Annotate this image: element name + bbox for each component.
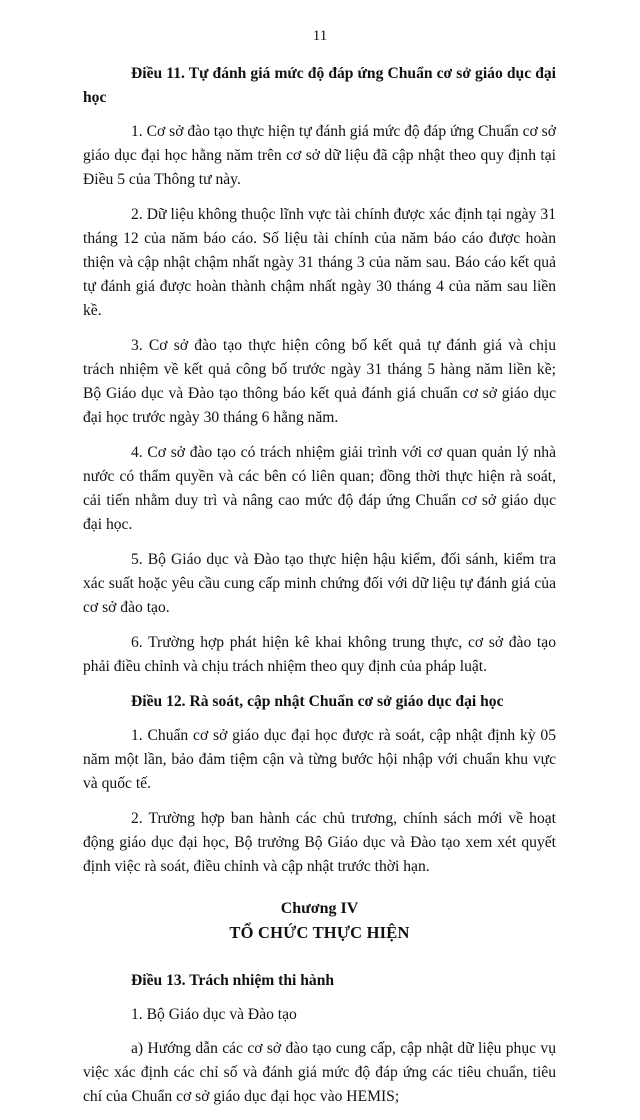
article-11-clause-5: 5. Bộ Giáo dục và Đào tạo thực hiện hậu kiểm, đối sánh, kiểm tra xác suất hoặc yêu cầu cung cấp minh chứng đối với dữ liệu tự đánh giá của cơ sở đào tạo. — [83, 551, 556, 616]
page-number: 11 — [312, 28, 328, 44]
chapter-title: TỔ CHỨC THỰC HIỆN — [229, 923, 410, 942]
article-12-clause-2: 2. Trường hợp ban hành các chủ trương, chính sách mới về hoạt động giáo dục đại học, Bộ trưởng Bộ Giáo dục và Đào tạo xem xét quyết định việc rà soát, điều chỉnh và cập nhật trước thời hạn. — [83, 810, 556, 875]
chapter-heading — [83, 897, 556, 945]
article-13-clause-1: 1. Bộ Giáo dục và Đào tạo — [131, 1006, 297, 1023]
article-11-heading: Điều 11. Tự đánh giá mức độ đáp ứng Chuẩn cơ sở giáo dục đại học — [83, 65, 556, 106]
article-12-heading: Điều 12. Rà soát, cập nhật Chuẩn cơ sở giáo dục đại học — [131, 693, 504, 710]
article-11-clause-1: 1. Cơ sở đào tạo thực hiện tự đánh giá mức độ đáp ứng Chuẩn cơ sở giáo dục đại học hằng năm trên cơ sở dữ liệu đã cập nhật theo quy định tại Điều 5 của Thông tư này. — [83, 123, 556, 188]
article-12-clause-1: 1. Chuẩn cơ sở giáo dục đại học được rà soát, cập nhật định kỳ 05 năm một lần, bảo đảm tiệm cận và từng bước hội nhập với chuẩn khu vực và quốc tế. — [83, 727, 556, 792]
document-body — [83, 62, 556, 1120]
article-11-clause-4: 4. Cơ sở đào tạo có trách nhiệm giải trình với cơ quan quản lý nhà nước có thẩm quyền và các bên có liên quan; đồng thời thực hiện rà soát, cải tiến nhằm duy trì và nâng cao mức độ đáp ứng Chuẩn cơ sở giáo dục đại học. — [83, 444, 556, 533]
article-11-clause-6: 6. Trường hợp phát hiện kê khai không trung thực, cơ sở đào tạo phải điều chỉnh và chịu trách nhiệm theo quy định của pháp luật. — [83, 634, 556, 675]
article-13-point-a: a) Hướng dẫn các cơ sở đào tạo cung cấp, cập nhật dữ liệu phục vụ việc xác định các chỉ số và đánh giá mức độ đáp ứng các tiêu chuẩn, tiêu chí của Chuẩn cơ sở giáo dục đại học vào HEMIS; — [83, 1040, 556, 1105]
article-11-clause-2: 2. Dữ liệu không thuộc lĩnh vực tài chính được xác định tại ngày 31 tháng 12 của năm báo cáo. Số liệu tài chính của năm báo cáo được hoàn thiện và cập nhật chậm nhất ngày 31 tháng 3 của năm sau. Báo cáo kết quả tự đánh giá được hoàn thành chậm nhất ngày 30 tháng 4 của năm sau liền kề. — [83, 206, 556, 319]
chapter-label: Chương IV — [280, 900, 359, 917]
article-13-heading: Điều 13. Trách nhiệm thi hành — [131, 972, 335, 989]
article-11-clause-3: 3. Cơ sở đào tạo thực hiện công bố kết quả tự đánh giá và chịu trách nhiệm về kết quả công bố trước ngày 31 tháng 5 hàng năm liền kề; Bộ Giáo dục và Đào tạo thông báo kết quả đánh giá chuẩn cơ sở giáo dục đại học trước ngày 30 tháng 6 hằng năm. — [83, 337, 556, 426]
